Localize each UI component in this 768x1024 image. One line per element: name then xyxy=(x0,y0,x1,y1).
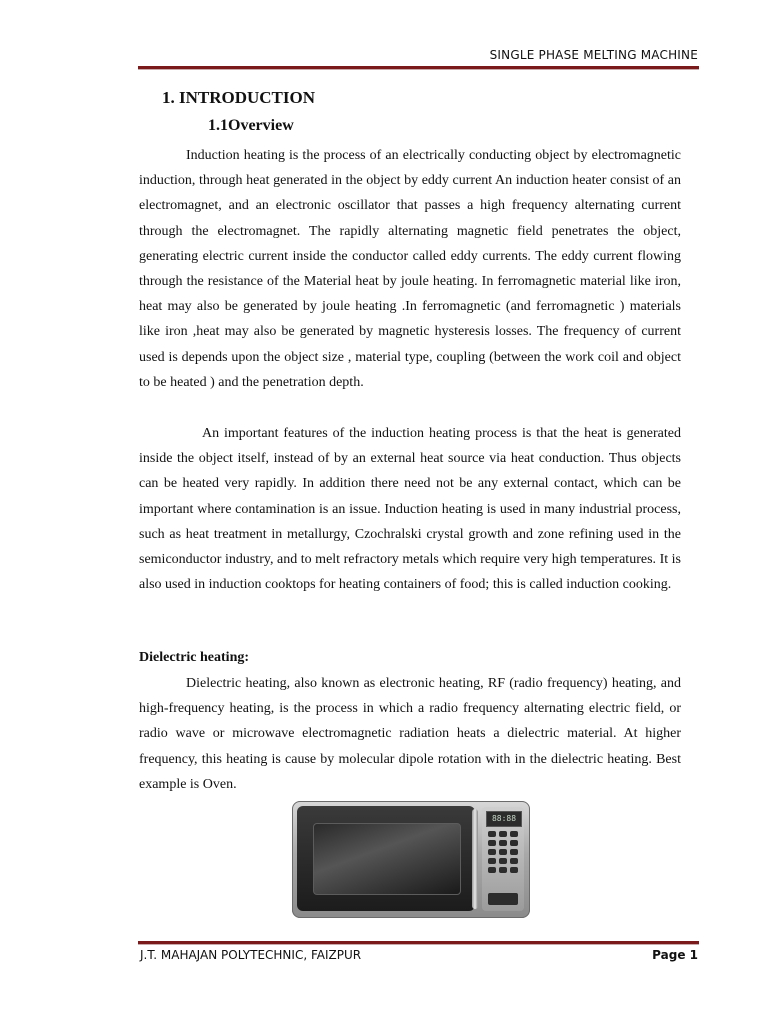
oven-key xyxy=(510,858,518,864)
dielectric-paragraph xyxy=(139,671,681,797)
header-rule xyxy=(138,66,699,70)
oven-handle xyxy=(472,809,478,909)
paragraph-text: Induction heating is the process of an electrically conducting object by electromagnetic induction, through heat generated in the object by eddy current An induction heater consist of an electromagnet, and an electronic oscillator that passes a high frequency alternating current through the electromagnet. The rapidly alternating magnetic field penetrates the object, generating electric current inside the conductor called eddy currents. The eddy current flowing through the resistance of the Material heat by joule heating. In ferromagnetic material like iron, heat may also be generated by joule heating .In ferromagnetic (and ferromagnetic ) materials like iron ,heat may also be generated by magnetic hysteresis losses. The frequency of current used is depends upon the object size , material type, coupling (between the work coil and object to be heated ) and the penetration depth. xyxy=(139,148,681,390)
oven-window xyxy=(313,823,461,895)
oven-keypad xyxy=(488,831,518,873)
dielectric-heading: Dielectric heating: xyxy=(139,650,250,665)
oven-key xyxy=(510,831,518,837)
oven-key xyxy=(488,867,496,873)
oven-key xyxy=(510,849,518,855)
footer-institution: J.T. MAHAJAN POLYTECHNIC, FAIZPUR xyxy=(140,948,362,962)
oven-door xyxy=(297,806,475,911)
oven-key xyxy=(499,858,507,864)
oven-control-panel xyxy=(482,807,524,911)
overview-paragraph-2 xyxy=(139,421,681,597)
oven-key xyxy=(488,831,496,837)
overview-paragraph-1 xyxy=(139,143,681,395)
section-subheading: 1.1Overview xyxy=(208,117,294,134)
oven-key xyxy=(499,840,507,846)
running-head: SINGLE PHASE MELTING MACHINE xyxy=(489,48,698,62)
oven-key xyxy=(499,831,507,837)
microwave-oven-figure xyxy=(292,801,530,918)
paragraph-text: Dielectric heating, also known as electronic heating, RF (radio frequency) heating, and high-frequency heating, is the process in which a radio frequency alternating electric field, or radio wave or microwave electromagnetic radiation heats a dielectric material. At higher frequency, this heating is cause by molecular dipole rotation with in the dielectric heating. Best example is Oven. xyxy=(139,676,681,792)
oven-key xyxy=(488,849,496,855)
oven-key xyxy=(488,840,496,846)
oven-body xyxy=(292,801,530,918)
oven-key xyxy=(510,840,518,846)
paragraph-text: An important features of the induction heating process is that the heat is generated inside the object itself, instead of by an external heat source via heat conduction. Thus objects can be heated very rapidly. In addition there need not be any external contact, which can be important where contamination is an issue. Induction heating is used in many industrial process, such as heat treatment in metallurgy, Czochralski crystal growth and zone refining used in the semiconductor industry, and to melt refractory metals which require very high temperatures. It is also used in induction cooktops for heating containers of food; this is called induction cooking. xyxy=(139,426,681,593)
footer-rule xyxy=(138,941,699,945)
oven-display: 88:88 xyxy=(486,811,522,827)
oven-key xyxy=(499,867,507,873)
oven-start-key xyxy=(488,893,518,905)
oven-key xyxy=(488,858,496,864)
section-heading: 1. INTRODUCTION xyxy=(162,88,316,107)
oven-key xyxy=(510,867,518,873)
page-number: Page 1 xyxy=(652,948,698,962)
oven-key xyxy=(499,849,507,855)
